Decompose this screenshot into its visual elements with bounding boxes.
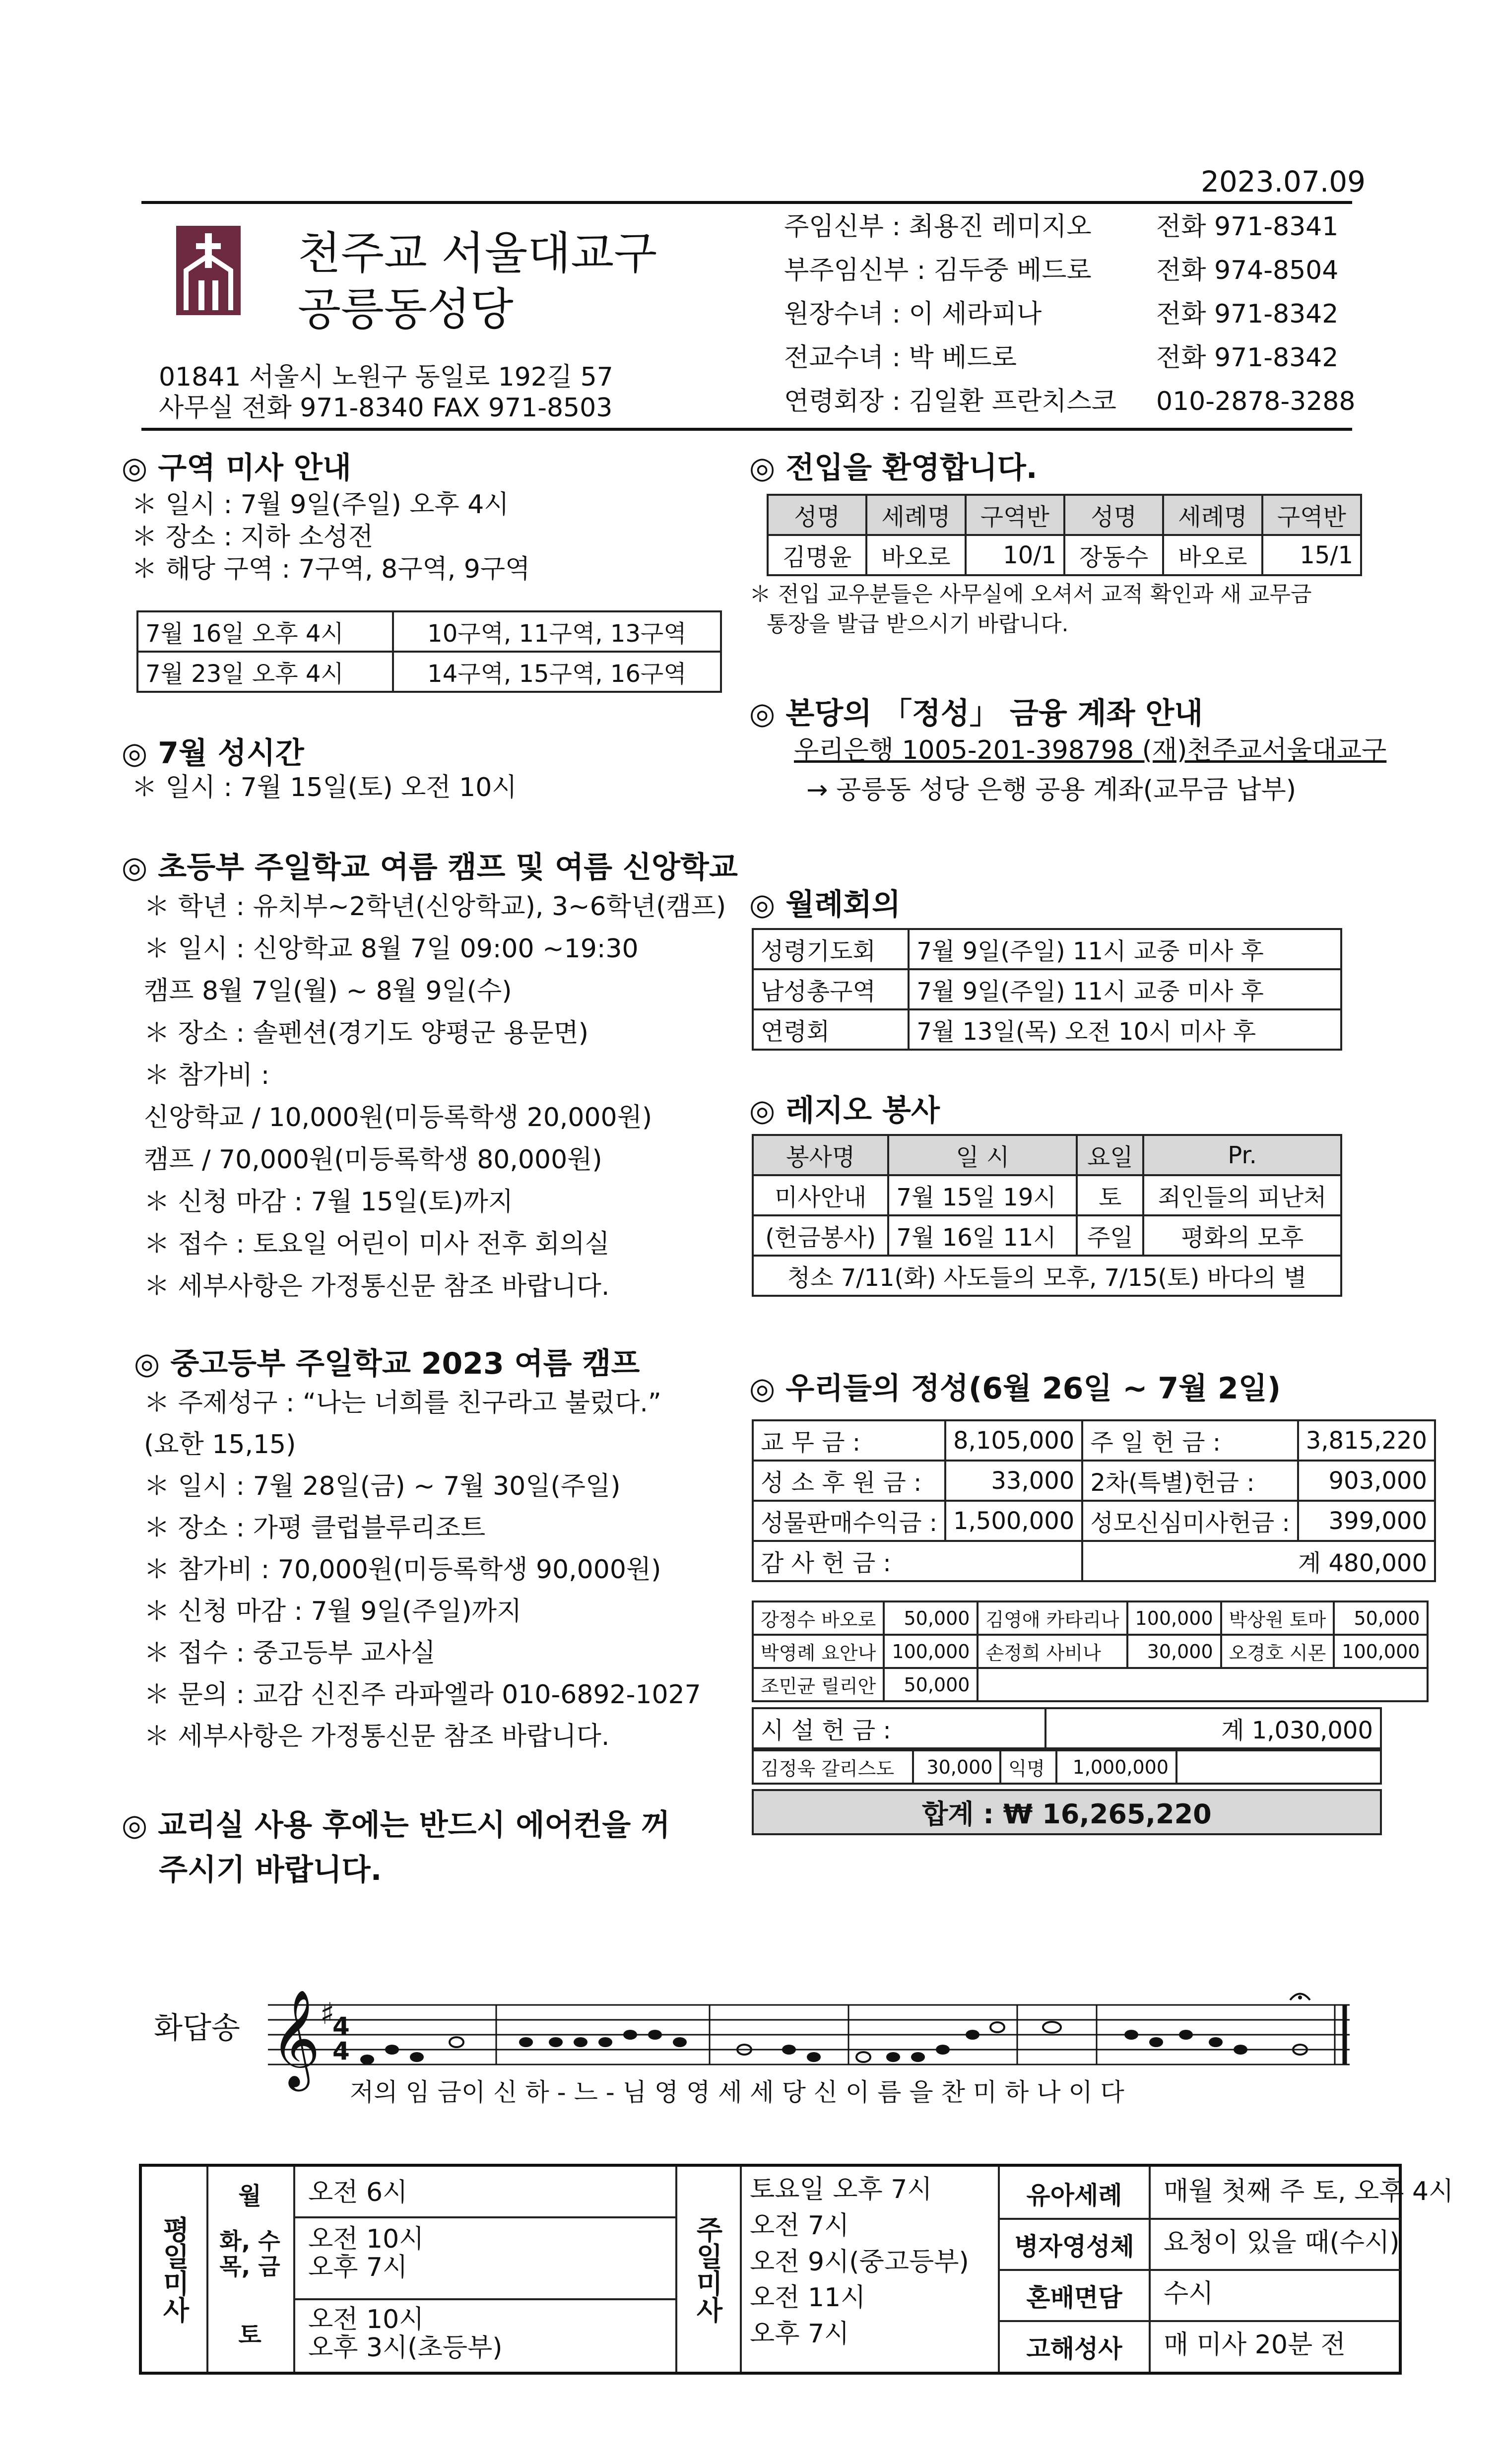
table-cell: 계 1,030,000: [1045, 1708, 1381, 1748]
info-line: ＊ 주제성구 : “나는 너희를 친구라고 불렀다.”: [144, 1388, 661, 1418]
legio-table: [752, 1134, 1342, 1297]
elem-camp-lines: [144, 891, 726, 1313]
staff-phone: 010-2878-3288: [1156, 387, 1356, 416]
mid-camp-title: ◎ 중고등부 주일학교 2023 여름 캠프: [134, 1346, 640, 1381]
info-line: ＊ 접수 : 토요일 어린이 미사 전후 회의실: [144, 1229, 610, 1259]
welcome-title: ◎ 전입을 환영합니다.: [749, 451, 1038, 485]
table-cell: 10/1: [966, 535, 1064, 575]
sunday-time: 오전 9시(중고등부): [750, 2247, 969, 2277]
table-cell: 조민균 릴리안: [753, 1668, 884, 1701]
sacrament-row: [1000, 2218, 1401, 2271]
table-cell: 죄인들의 피난처: [1143, 1175, 1341, 1215]
offering-facility-table: [752, 1707, 1382, 1749]
table-cell: 성물판매수익금 :: [753, 1501, 945, 1541]
staff-phone: 전화 971-8342: [1156, 299, 1339, 329]
table-cell: 15/1: [1262, 535, 1361, 575]
table-cell: 연령회: [753, 1009, 909, 1050]
info-line: ＊ 학년 : 유치부~2학년(신앙학교), 3~6학년(캠프): [144, 892, 726, 922]
info-line: 신앙학교 / 10,000원(미등록학생 20,000원): [144, 1103, 653, 1132]
weekday-day: 토: [238, 2321, 261, 2349]
sacrament-label: 혼배면담: [1026, 2283, 1122, 2312]
header-rule-bottom: [141, 428, 1352, 431]
weekday-day: 월: [238, 2182, 261, 2210]
table-cell: 10구역, 11구역, 13구역: [393, 611, 721, 652]
table-cell: 30,000: [1127, 1635, 1221, 1668]
account-number: 우리은행 1005-201-398798 (재)천주교서울대교구: [794, 735, 1387, 765]
table-header: 구역반: [1262, 495, 1361, 535]
other-sacraments: [998, 2167, 1454, 2372]
sacrament-value: 매월 첫째 주 토, 오후 4시: [1164, 2177, 1454, 2206]
offering-grand-total: [752, 1789, 1382, 1835]
table-cell: 7월 9일(주일) 11시 교중 미사 후: [909, 929, 1341, 969]
table-cell: 김명윤: [768, 535, 866, 575]
table-header: 세례명: [866, 495, 965, 535]
sacrament-row: [1000, 2167, 1454, 2220]
table-header: 성명: [1064, 495, 1163, 535]
welcome-table: [767, 494, 1362, 576]
legio-title: ◎ 레지오 봉사: [749, 1093, 940, 1128]
sacrament-value: 수시: [1164, 2279, 1214, 2309]
sunday-label-cell: [675, 2167, 742, 2372]
table-cell: 1,000,000: [1056, 1750, 1176, 1784]
svg-text:𝄞: 𝄞: [270, 1989, 321, 2087]
table-cell: 50,000: [884, 1601, 978, 1635]
monthly-meeting-table: [752, 928, 1342, 1051]
info-line: ＊ 장소 : 지하 소성전: [131, 522, 374, 552]
info-line: ＊ 장소 : 가평 클럽블루리조트: [144, 1513, 486, 1543]
weekday-time: 오전 10시 오후 3시(초등부): [308, 2305, 503, 2363]
psalm-label: 화답송: [154, 2011, 240, 2046]
table-cell: 바오로: [1163, 535, 1262, 575]
staff-phone: 전화 974-8504: [1156, 256, 1339, 285]
table-cell: 박상원 토마: [1221, 1601, 1334, 1635]
table-cell: [978, 1668, 1428, 1701]
table-cell: 장동수: [1064, 535, 1163, 575]
account-title: ◎ 본당의 「정성」 금융 계좌 안내: [749, 696, 1203, 731]
aircon-notice-line2: 주시기 바랍니다.: [159, 1853, 382, 1887]
table-cell: 2차(특별)헌금 :: [1082, 1461, 1298, 1501]
info-line: ＊ 문의 : 교감 신진주 라파엘라 010-6892-1027: [144, 1680, 701, 1710]
sacrament-label: 유아세례: [1026, 2181, 1122, 2210]
table-cell: 성모신심미사헌금 :: [1082, 1501, 1298, 1541]
table-cell: 50,000: [884, 1668, 978, 1701]
table-cell: 399,000: [1298, 1501, 1435, 1541]
info-line: ＊ 일시 : 7월 28일(금) ~ 7월 30일(주일): [144, 1471, 621, 1501]
staff-role: 연령회장 : 김일환 프란치스코: [784, 387, 1116, 416]
table-cell: 7월 23일 오후 4시: [137, 652, 393, 692]
holy-hour-title: ◎ 7월 성시간: [122, 736, 304, 771]
table-cell: 계 480,000: [1082, 1541, 1435, 1581]
church-name-line1: 천주교 서울대교구: [298, 227, 657, 279]
table-cell: 8,105,000: [945, 1420, 1082, 1461]
aircon-notice-line1: ◎ 교리실 사용 후에는 반드시 에어컨을 꺼: [122, 1808, 670, 1843]
weekday-mass-label: 평일미사: [158, 2215, 190, 2323]
table-cell: 7월 15일 19시: [888, 1175, 1077, 1215]
offering-title: ◎ 우리들의 정성(6월 26일 ~ 7월 2일): [749, 1371, 1281, 1406]
sunday-time: 토요일 오후 7시: [750, 2175, 932, 2204]
welcome-note: 통장을 발급 받으시기 바랍니다.: [767, 611, 1069, 637]
table-cell: 토: [1077, 1175, 1143, 1215]
table-cell: 3,815,220: [1298, 1420, 1435, 1461]
sacrament-value: 매 미사 20분 전: [1164, 2330, 1346, 2360]
sacrament-label: 병자영성체: [1014, 2232, 1134, 2261]
table-cell: 감 사 헌 금 :: [753, 1541, 1082, 1581]
table-cell: 미사안내: [753, 1175, 888, 1215]
church-name: [298, 226, 657, 337]
info-line: ＊ 세부사항은 가정통신문 참조 바랍니다.: [144, 1722, 610, 1751]
table-cell: 시 설 헌 금 :: [753, 1708, 1045, 1748]
table-header: 성명: [768, 495, 866, 535]
svg-text:4: 4: [332, 2012, 350, 2041]
table-cell: 1,500,000: [945, 1501, 1082, 1541]
table-cell: 남성총구역: [753, 969, 909, 1009]
info-line: 캠프 / 70,000원(미등록학생 80,000원): [144, 1145, 602, 1175]
info-line: (요한 15,15): [144, 1430, 296, 1460]
info-line: ＊ 일시 : 신앙학교 8월 7일 09:00 ~19:30: [144, 934, 639, 964]
table-header: 세례명: [1163, 495, 1262, 535]
info-line: ＊ 장소 : 솔펜션(경기도 양평군 용문면): [144, 1018, 588, 1048]
svg-text:♯: ♯: [320, 1997, 335, 2031]
info-line: ＊ 일시 : 7월 15일(토) 오전 10시: [131, 773, 517, 802]
district-mass-table: [136, 610, 722, 693]
table-header: Pr.: [1143, 1135, 1341, 1175]
church-logo: [176, 226, 241, 315]
sacrament-row: [1000, 2320, 1401, 2372]
district-mass-title: ◎ 구역 미사 안내: [122, 451, 351, 485]
staff-role: 전교수녀 : 박 베드로: [784, 343, 1017, 373]
table-header: 구역반: [966, 495, 1064, 535]
table-cell: 익명: [1000, 1750, 1056, 1784]
table-cell: 7월 13일(목) 오전 10시 미사 후: [909, 1009, 1341, 1050]
bulletin-date: 2023.07.09: [1201, 165, 1366, 199]
table-cell: 903,000: [1298, 1461, 1435, 1501]
table-cell: 33,000: [945, 1461, 1082, 1501]
sunday-time: 오후 7시: [750, 2319, 849, 2349]
svg-text:4: 4: [332, 2037, 350, 2065]
sunday-time: 오전 7시: [750, 2210, 849, 2241]
table-header: 요일: [1077, 1135, 1143, 1175]
staff-list: [784, 211, 1356, 429]
table-cell: 청소 7/11(화) 사도들의 모후, 7/15(토) 바다의 별: [753, 1256, 1341, 1296]
info-line: ＊ 참가비 : 70,000원(미등록학생 90,000원): [144, 1555, 661, 1585]
info-line: ＊ 신청 마감 : 7월 15일(토)까지: [144, 1187, 514, 1217]
info-line: ＊ 일시 : 7월 9일(주일) 오후 4시: [131, 490, 509, 520]
table-cell: 100,000: [1334, 1635, 1428, 1668]
sunday-mass-label: 주일미사: [692, 2215, 723, 2323]
weekday-label-cell: [142, 2167, 208, 2372]
weekday-day: 화, 수 목, 금: [219, 2228, 280, 2280]
table-cell: 100,000: [1127, 1601, 1221, 1635]
table-cell: 강정수 바오로: [753, 1601, 884, 1635]
mass-schedule: [139, 2164, 1454, 2375]
staff-phone: 전화 971-8342: [1156, 343, 1339, 373]
table-cell: [1176, 1750, 1381, 1784]
table-cell: 성령기도회: [753, 929, 909, 969]
table-cell: 오경호 시몬: [1221, 1635, 1334, 1668]
info-line: 캠프 8월 7일(월) ~ 8월 9일(수): [144, 976, 512, 1006]
church-office-contact: 사무실 전화 971-8340 FAX 971-8503: [159, 393, 613, 423]
info-line: ＊ 참가비 :: [144, 1061, 270, 1090]
grand-total-cell: 합계 : ₩ 16,265,220: [753, 1790, 1381, 1834]
table-cell: 성 소 후 원 금 :: [753, 1461, 945, 1501]
sacrament-value: 요청이 있을 때(수시): [1164, 2228, 1400, 2258]
table-cell: 바오로: [866, 535, 965, 575]
header-rule-top: [141, 201, 1352, 204]
psalm-lyrics: 저의 임 금이 신 하 - 느 - 님 영 영 세 세 당 신 이 름 을 찬 미 하 나 이 다: [350, 2078, 1124, 2107]
offering-facility-items: [752, 1749, 1382, 1785]
sacrament-row: [1000, 2269, 1401, 2322]
table-cell: 7월 16일 오후 4시: [137, 611, 393, 652]
staff-role: 부주임신부 : 김두중 베드로: [784, 256, 1092, 285]
info-line: ＊ 접수 : 중고등부 교사실: [144, 1638, 436, 1668]
info-line: ＊ 해당 구역 : 7구역, 8구역, 9구역: [131, 554, 530, 584]
sunday-times: [750, 2172, 969, 2352]
staff-role: 원장수녀 : 이 세라피나: [784, 299, 1042, 329]
info-line: ＊ 세부사항은 가정통신문 참조 바랍니다.: [144, 1271, 610, 1301]
elem-camp-title: ◎ 초등부 주일학교 여름 캠프 및 여름 신앙학교: [122, 850, 738, 885]
table-cell: 7월 9일(주일) 11시 교중 미사 후: [909, 969, 1341, 1009]
district-mass-lines: [131, 489, 530, 586]
table-cell: 주일: [1077, 1215, 1143, 1256]
staff-role: 주임신부 : 최용진 레미지오: [784, 212, 1092, 242]
table-cell: 100,000: [884, 1635, 978, 1668]
church-address: 01841 서울시 노원구 동일로 192길 57: [159, 362, 613, 392]
table-cell: 50,000: [1334, 1601, 1428, 1635]
info-line: ＊ 신청 마감 : 7월 9일(주일)까지: [144, 1597, 522, 1626]
table-cell: 14구역, 15구역, 16구역: [393, 652, 721, 692]
table-cell: 평화의 모후: [1143, 1215, 1341, 1256]
welcome-note: ＊ 전입 교우분들은 사무실에 오셔서 교적 확인과 새 교무금: [749, 582, 1312, 607]
account-note: → 공릉동 성당 은행 공용 계좌(교무금 납부): [806, 775, 1297, 805]
weekday-time: 오전 10시 오후 7시: [308, 2224, 424, 2283]
offering-thanks-table: [752, 1600, 1429, 1702]
table-cell: 손정희 사비나: [978, 1635, 1127, 1668]
table-cell: 30,000: [913, 1750, 1001, 1784]
church-name-line2: 공릉동성당: [298, 283, 514, 335]
table-cell: (헌금봉사): [753, 1215, 888, 1256]
weekday-day-col: [206, 2167, 295, 2372]
table-cell: 주 일 헌 금 :: [1082, 1420, 1298, 1461]
weekday-time: 오전 6시: [308, 2178, 408, 2207]
table-cell: 김영애 카타리나: [978, 1601, 1127, 1635]
table-cell: 교 무 금 :: [753, 1420, 945, 1461]
table-header: 일 시: [888, 1135, 1077, 1175]
weekday-time-col: [293, 2167, 677, 2372]
sacrament-label: 고해성사: [1026, 2334, 1122, 2363]
table-cell: 7월 16일 11시: [888, 1215, 1077, 1256]
staff-phone: 전화 971-8341: [1156, 212, 1339, 242]
mid-camp-lines: [144, 1387, 701, 1762]
table-cell: 박영례 요안나: [753, 1635, 884, 1668]
sunday-time: 오전 11시: [750, 2283, 866, 2313]
offering-table: [752, 1419, 1436, 1582]
table-header: 봉사명: [753, 1135, 888, 1175]
table-cell: 김정욱 갈리스도: [753, 1750, 913, 1784]
monthly-meeting-title: ◎ 월례회의: [749, 887, 901, 922]
